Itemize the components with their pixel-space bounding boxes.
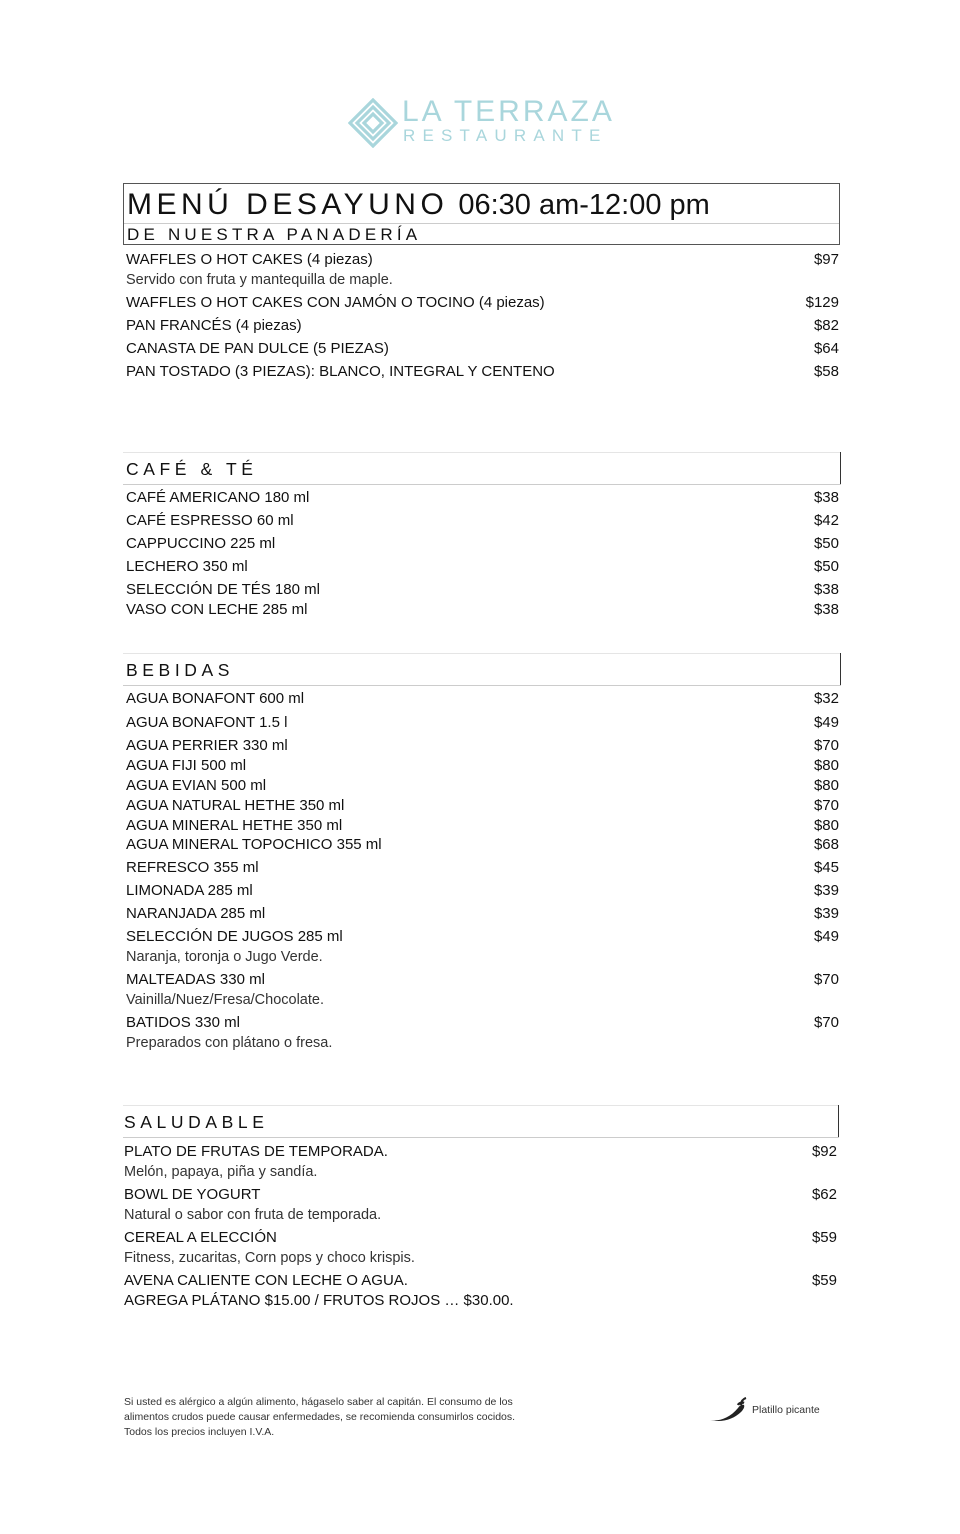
menu-item-name: SELECCIÓN DE JUGOS 285 ml (126, 928, 343, 945)
brand-name: LA TERRAZA (402, 95, 615, 128)
menu-item-price: $64 (813, 340, 839, 357)
menu-item-name: AGUA BONAFONT 1.5 l (126, 714, 288, 731)
section-header-saludable (123, 1105, 839, 1138)
menu-item-price: $62 (811, 1186, 837, 1203)
menu-item-price: $38 (813, 581, 839, 598)
chili-pepper-icon (708, 1396, 748, 1424)
menu-item-name: PAN TOSTADO (3 PIEZAS): BLANCO, INTEGRAL Y CENTENO (126, 363, 555, 380)
menu-item-name: LECHERO 350 ml (126, 558, 248, 575)
disclaimer-line: Todos los precios incluyen I.V.A. (124, 1426, 275, 1438)
menu-item-description: Vainilla/Nuez/Fresa/Chocolate. (126, 992, 324, 1008)
menu-item-name: WAFFLES O HOT CAKES (4 piezas) (126, 251, 373, 268)
menu-item-name: SELECCIÓN DE TÉS 180 ml (126, 581, 320, 598)
menu-item-name: CEREAL A ELECCIÓN (124, 1229, 277, 1246)
menu-item-price: $39 (813, 905, 839, 922)
menu-item-description: Fitness, zucaritas, Corn pops y choco krispis. (124, 1250, 415, 1266)
menu-item-description: Preparados con plátano o fresa. (126, 1035, 333, 1051)
menu-item-description: Naranja, toronja o Jugo Verde. (126, 949, 323, 965)
menu-item-price: $32 (813, 690, 839, 707)
menu-item-name: AGUA MINERAL HETHE 350 ml (126, 817, 343, 834)
menu-item-price: $38 (813, 601, 839, 618)
menu-item-description: Natural o sabor con fruta de temporada. (124, 1207, 382, 1223)
spicy-legend-label: Platillo picante (752, 1404, 820, 1416)
menu-item-name: CANASTA DE PAN DULCE (5 PIEZAS) (126, 340, 389, 357)
menu-item-name: AGUA BONAFONT 600 ml (126, 690, 305, 707)
menu-item-name: BOWL DE YOGURT (124, 1186, 261, 1203)
header-divider (124, 223, 839, 224)
menu-item-price: $70 (813, 797, 839, 814)
menu-item-price: $45 (813, 859, 839, 876)
menu-item-name: AVENA CALIENTE CON LECHE O AGUA. (124, 1272, 408, 1289)
section-header-cafe (123, 452, 841, 485)
menu-item-name: VASO CON LECHE 285 ml (126, 601, 308, 618)
menu-item-name: PAN FRANCÉS (4 piezas) (126, 317, 302, 334)
menu-item-price: $80 (813, 817, 839, 834)
menu-item-price: $129 (805, 294, 839, 311)
section-title-bebidas: BEBIDAS (126, 660, 235, 680)
menu-item-name: CAPPUCCINO 225 ml (126, 535, 276, 552)
menu-item-name: LIMONADA 285 ml (126, 882, 253, 899)
menu-item-price: $68 (813, 836, 839, 853)
menu-title (127, 188, 710, 222)
menu-item-price: $38 (813, 489, 839, 506)
menu-item-name: CAFÉ ESPRESSO 60 ml (126, 512, 294, 529)
menu-item-price: $70 (813, 1014, 839, 1031)
menu-item-price: $80 (813, 757, 839, 774)
menu-item-price: $58 (813, 363, 839, 380)
restaurant-logo (348, 96, 628, 152)
menu-item-name: REFRESCO 355 ml (126, 859, 259, 876)
section-title-cafe: CAFÉ & TÉ (126, 459, 258, 479)
brand-subtitle: RESTAURANTE (403, 126, 608, 145)
menu-item-name: WAFFLES O HOT CAKES CON JAMÓN O TOCINO (4 piezas) (126, 294, 545, 311)
menu-item-price: $82 (813, 317, 839, 334)
menu-item-name: AGUA MINERAL TOPOCHICO 355 ml (126, 836, 382, 853)
menu-item-price: $80 (813, 777, 839, 794)
menu-title-text: MENÚ DESAYUNO (127, 188, 449, 221)
menu-item-price: $50 (813, 558, 839, 575)
menu-item-addon: AGREGA PLÁTANO $15.00 / FRUTOS ROJOS … $30.00. (124, 1292, 514, 1309)
menu-item-name: CAFÉ AMERICANO 180 ml (126, 489, 310, 506)
menu-item-name: AGUA NATURAL HETHE 350 ml (126, 797, 345, 814)
menu-item-price: $49 (813, 928, 839, 945)
menu-item-name: NARANJADA 285 ml (126, 905, 266, 922)
menu-item-price: $70 (813, 737, 839, 754)
menu-item-name: AGUA EVIAN 500 ml (126, 777, 267, 794)
menu-item-price: $39 (813, 882, 839, 899)
menu-header (123, 183, 840, 245)
menu-item-price: $59 (811, 1229, 837, 1246)
menu-item-name: PLATO DE FRUTAS DE TEMPORADA. (124, 1143, 388, 1160)
disclaimer-line: Si usted es alérgico a algún alimento, hágaselo saber al capitán. El consumo de los (124, 1396, 513, 1408)
menu-item-price: $59 (811, 1272, 837, 1289)
menu-item-name: AGUA PERRIER 330 ml (126, 737, 288, 754)
section-title-saludable: SALUDABLE (124, 1112, 269, 1132)
logo-diamond-icon (348, 98, 398, 148)
menu-item-price: $70 (813, 971, 839, 988)
menu-item-description: Melón, papaya, piña y sandía. (124, 1164, 318, 1180)
menu-item-price: $92 (811, 1143, 837, 1160)
menu-item-description: Servido con fruta y mantequilla de maple. (126, 272, 393, 288)
menu-item-price: $49 (813, 714, 839, 731)
section-header-bebidas (123, 653, 841, 686)
menu-item-price: $50 (813, 535, 839, 552)
menu-hours: 06:30 am-12:00 pm (458, 189, 710, 221)
disclaimer-line: alimentos crudos puede causar enfermedades, se recomienda consumirlos cocidos. (124, 1411, 516, 1423)
section-title-panaderia: DE NUESTRA PANADERÍA (127, 225, 422, 244)
menu-item-price: $42 (813, 512, 839, 529)
menu-item-name: BATIDOS 330 ml (126, 1014, 240, 1031)
menu-item-name: AGUA FIJI 500 ml (126, 757, 247, 774)
menu-item-price: $97 (813, 251, 839, 268)
menu-item-name: MALTEADAS 330 ml (126, 971, 265, 988)
allergy-disclaimer (124, 1395, 584, 1440)
